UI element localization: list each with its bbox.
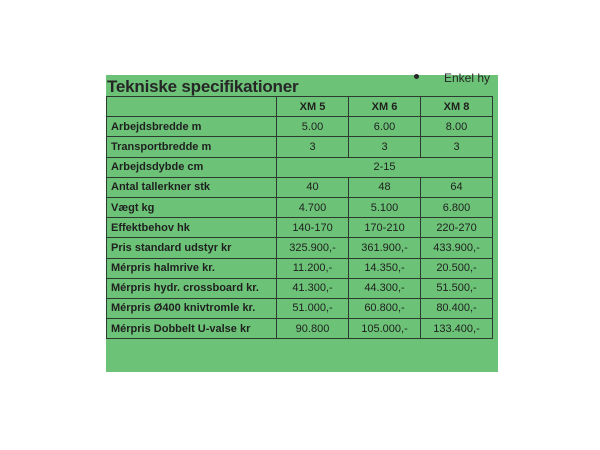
table-cell: 44.300,- [349,278,421,298]
table-header-cell: XM 8 [421,97,493,117]
table-cell: 3 [349,137,421,157]
table-cell: 11.200,- [277,258,349,278]
row-label: Vægt kg [107,197,277,217]
table-row [107,177,493,197]
bullet-item [414,71,498,87]
table-cell: 8.00 [421,117,493,137]
row-label: Transportbredde m [107,137,277,157]
table-cell: 51.000,- [277,298,349,318]
table-row [107,197,493,217]
table-cell: 51.500,- [421,278,493,298]
table-cell: 14.350,- [349,258,421,278]
table-row [107,258,493,278]
row-label: Mérpris hydr. crossboard kr. [107,278,277,298]
table-cell: 5.100 [349,197,421,217]
row-label: Mérpris Dobbelt U-valse kr [107,319,277,339]
table-cell: 41.300,- [277,278,349,298]
row-label: Mérpris halmrive kr. [107,258,277,278]
table-cell: 40 [277,177,349,197]
table-cell: 170-210 [349,218,421,238]
spec-title: Tekniske specifikationer [107,77,299,96]
table-row [107,278,493,298]
row-label: Mérpris Ø400 knivtromle kr. [107,298,277,318]
table-cell: 3 [277,137,349,157]
table-cell: 4.700 [277,197,349,217]
spec-table [106,96,493,339]
row-label: Arbejdsbredde m [107,117,277,137]
table-row [107,157,493,177]
table-cell: 433.900,- [421,238,493,258]
table-row [107,319,493,339]
table-cell: 80.400,- [421,298,493,318]
table-cell-merged: 2-15 [277,157,493,177]
row-label: Antal tallerkner stk [107,177,277,197]
table-cell: 48 [349,177,421,197]
table-cell: 133.400,- [421,319,493,339]
table-cell: 20.500,- [421,258,493,278]
table-cell: 90.800 [277,319,349,339]
table-cell: 140-170 [277,218,349,238]
table-cell: 6.800 [421,197,493,217]
table-header-cell: XM 5 [277,97,349,117]
table-cell: 6.00 [349,117,421,137]
bullet-text: Enkel hy [444,71,491,85]
row-label: Pris standard udstyr kr [107,238,277,258]
table-row [107,218,493,238]
table-cell: 325.900,- [277,238,349,258]
row-label: Effektbehov hk [107,218,277,238]
table-row [107,298,493,318]
table-cell: 5.00 [277,117,349,137]
bullet-icon [414,74,419,79]
table-cell: 3 [421,137,493,157]
table-row [107,137,493,157]
table-header-cell [107,97,277,117]
table-cell: 105.000,- [349,319,421,339]
row-label: Arbejdsdybde cm [107,157,277,177]
table-header-row [107,97,493,117]
table-cell: 64 [421,177,493,197]
table-header-cell: XM 6 [349,97,421,117]
table-cell: 60.800,- [349,298,421,318]
table-cell: 220-270 [421,218,493,238]
table-row [107,117,493,137]
table-cell: 361.900,- [349,238,421,258]
table-row [107,238,493,258]
